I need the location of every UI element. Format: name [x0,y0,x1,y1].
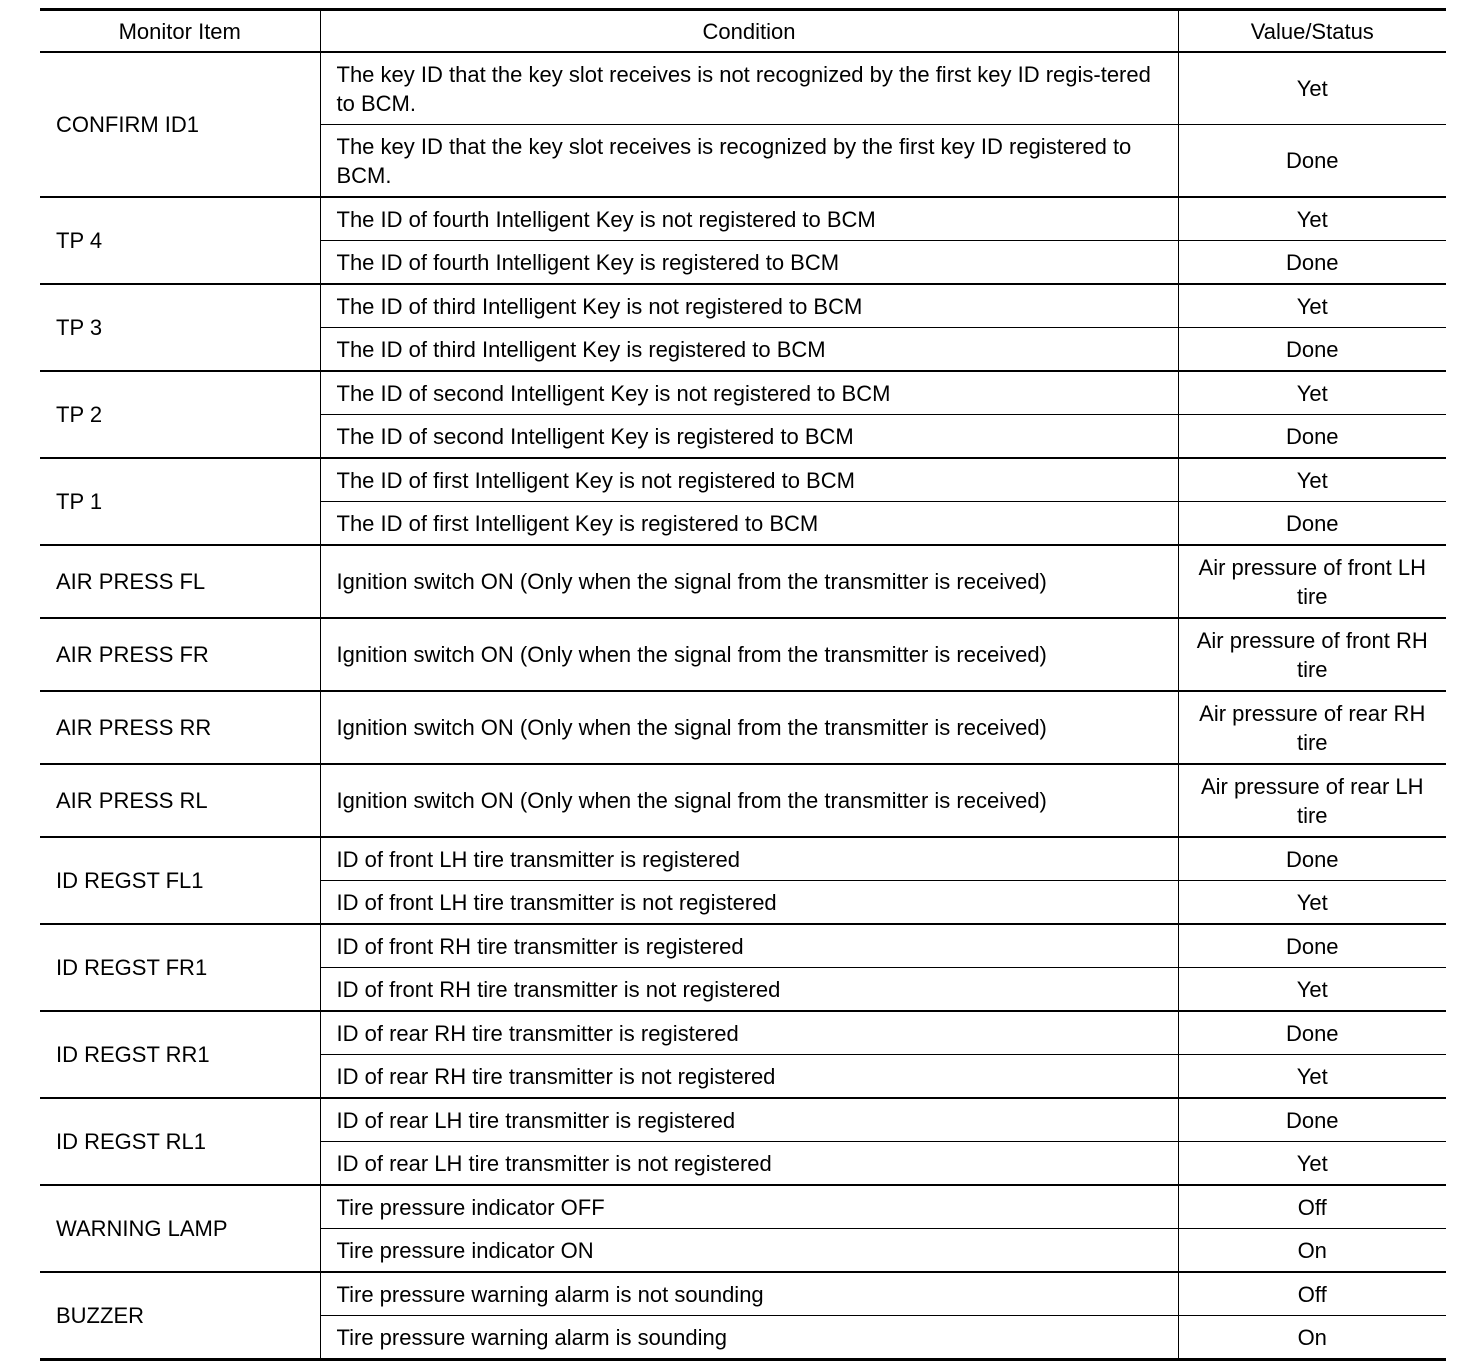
value-status-cell: Done [1178,241,1446,285]
value-status-cell: Yet [1178,284,1446,328]
value-status-cell: Air pressure of rear RH tire [1178,691,1446,764]
table-row [40,1185,1446,1229]
value-status-cell: Yet [1178,881,1446,925]
value-status-cell: On [1178,1316,1446,1360]
table-row [40,1011,1446,1055]
value-status-cell: Yet [1178,197,1446,241]
condition-cell: ID of rear RH tire transmitter is registered [320,1011,1178,1055]
monitor-item-cell: ID REGST FR1 [40,924,320,1011]
table-row [40,545,1446,618]
condition-cell: Tire pressure indicator ON [320,1229,1178,1273]
value-status-cell: Yet [1178,371,1446,415]
condition-cell: Ignition switch ON (Only when the signal from the transmitter is received) [320,618,1178,691]
table-row [40,924,1446,968]
value-status-cell: Air pressure of rear LH tire [1178,764,1446,837]
value-status-cell: Air pressure of front RH tire [1178,618,1446,691]
condition-cell: The key ID that the key slot receives is not recognized by the first key ID regis-tered to BCM. [320,52,1178,125]
table-row [40,197,1446,241]
condition-cell: Ignition switch ON (Only when the signal from the transmitter is received) [320,545,1178,618]
condition-cell: The ID of fourth Intelligent Key is registered to BCM [320,241,1178,285]
monitor-item-cell: TP 4 [40,197,320,284]
condition-cell: The ID of first Intelligent Key is registered to BCM [320,502,1178,546]
condition-cell: Ignition switch ON (Only when the signal from the transmitter is received) [320,691,1178,764]
value-status-cell: Yet [1178,1055,1446,1099]
value-status-cell: Yet [1178,458,1446,502]
value-status-cell: Done [1178,328,1446,372]
monitor-item-cell: ID REGST FL1 [40,837,320,924]
monitor-item-cell: TP 1 [40,458,320,545]
table-row [40,1272,1446,1316]
monitor-item-cell: TP 3 [40,284,320,371]
value-status-cell: Off [1178,1272,1446,1316]
value-status-cell: On [1178,1229,1446,1273]
condition-cell: Tire pressure warning alarm is sounding [320,1316,1178,1360]
value-status-cell: Yet [1178,968,1446,1012]
value-status-cell: Done [1178,415,1446,459]
table-row [40,764,1446,837]
monitor-item-cell: CONFIRM ID1 [40,52,320,197]
condition-cell: The ID of second Intelligent Key is registered to BCM [320,415,1178,459]
monitor-item-cell: ID REGST RL1 [40,1098,320,1185]
value-status-cell: Done [1178,125,1446,198]
value-status-cell: Done [1178,1011,1446,1055]
condition-cell: ID of rear RH tire transmitter is not registered [320,1055,1178,1099]
condition-cell: ID of front LH tire transmitter is not registered [320,881,1178,925]
table-row [40,52,1446,125]
table-row [40,371,1446,415]
condition-cell: ID of front LH tire transmitter is registered [320,837,1178,881]
condition-cell: ID of rear LH tire transmitter is not registered [320,1142,1178,1186]
table-header-row [40,10,1446,53]
monitor-item-cell: AIR PRESS RL [40,764,320,837]
condition-cell: The ID of fourth Intelligent Key is not registered to BCM [320,197,1178,241]
table-row [40,691,1446,764]
value-status-cell: Done [1178,924,1446,968]
header-condition: Condition [320,10,1178,53]
monitor-item-cell: BUZZER [40,1272,320,1360]
condition-cell: ID of front RH tire transmitter is registered [320,924,1178,968]
value-status-cell: Air pressure of front LH tire [1178,545,1446,618]
header-value-status: Value/Status [1178,10,1446,53]
table-row [40,618,1446,691]
monitor-item-cell: AIR PRESS FL [40,545,320,618]
monitor-item-cell: TP 2 [40,371,320,458]
condition-cell: The ID of third Intelligent Key is registered to BCM [320,328,1178,372]
value-status-cell: Done [1178,1098,1446,1142]
table-row [40,284,1446,328]
monitor-item-cell: AIR PRESS RR [40,691,320,764]
table-row [40,458,1446,502]
value-status-cell: Off [1178,1185,1446,1229]
condition-cell: The ID of first Intelligent Key is not registered to BCM [320,458,1178,502]
condition-cell: Ignition switch ON (Only when the signal from the transmitter is received) [320,764,1178,837]
monitor-item-cell: AIR PRESS FR [40,618,320,691]
value-status-cell: Yet [1178,1142,1446,1186]
value-status-cell: Yet [1178,52,1446,125]
condition-cell: Tire pressure indicator OFF [320,1185,1178,1229]
condition-cell: The ID of third Intelligent Key is not registered to BCM [320,284,1178,328]
monitor-item-cell: ID REGST RR1 [40,1011,320,1098]
value-status-cell: Done [1178,837,1446,881]
monitor-item-table [40,8,1446,1361]
condition-cell: ID of front RH tire transmitter is not registered [320,968,1178,1012]
condition-cell: The ID of second Intelligent Key is not registered to BCM [320,371,1178,415]
value-status-cell: Done [1178,502,1446,546]
table-row [40,1098,1446,1142]
condition-cell: ID of rear LH tire transmitter is registered [320,1098,1178,1142]
header-monitor-item: Monitor Item [40,10,320,53]
condition-cell: Tire pressure warning alarm is not sounding [320,1272,1178,1316]
monitor-item-cell: WARNING LAMP [40,1185,320,1272]
condition-cell: The key ID that the key slot receives is recognized by the first key ID registered to BCM. [320,125,1178,198]
table-row [40,837,1446,881]
